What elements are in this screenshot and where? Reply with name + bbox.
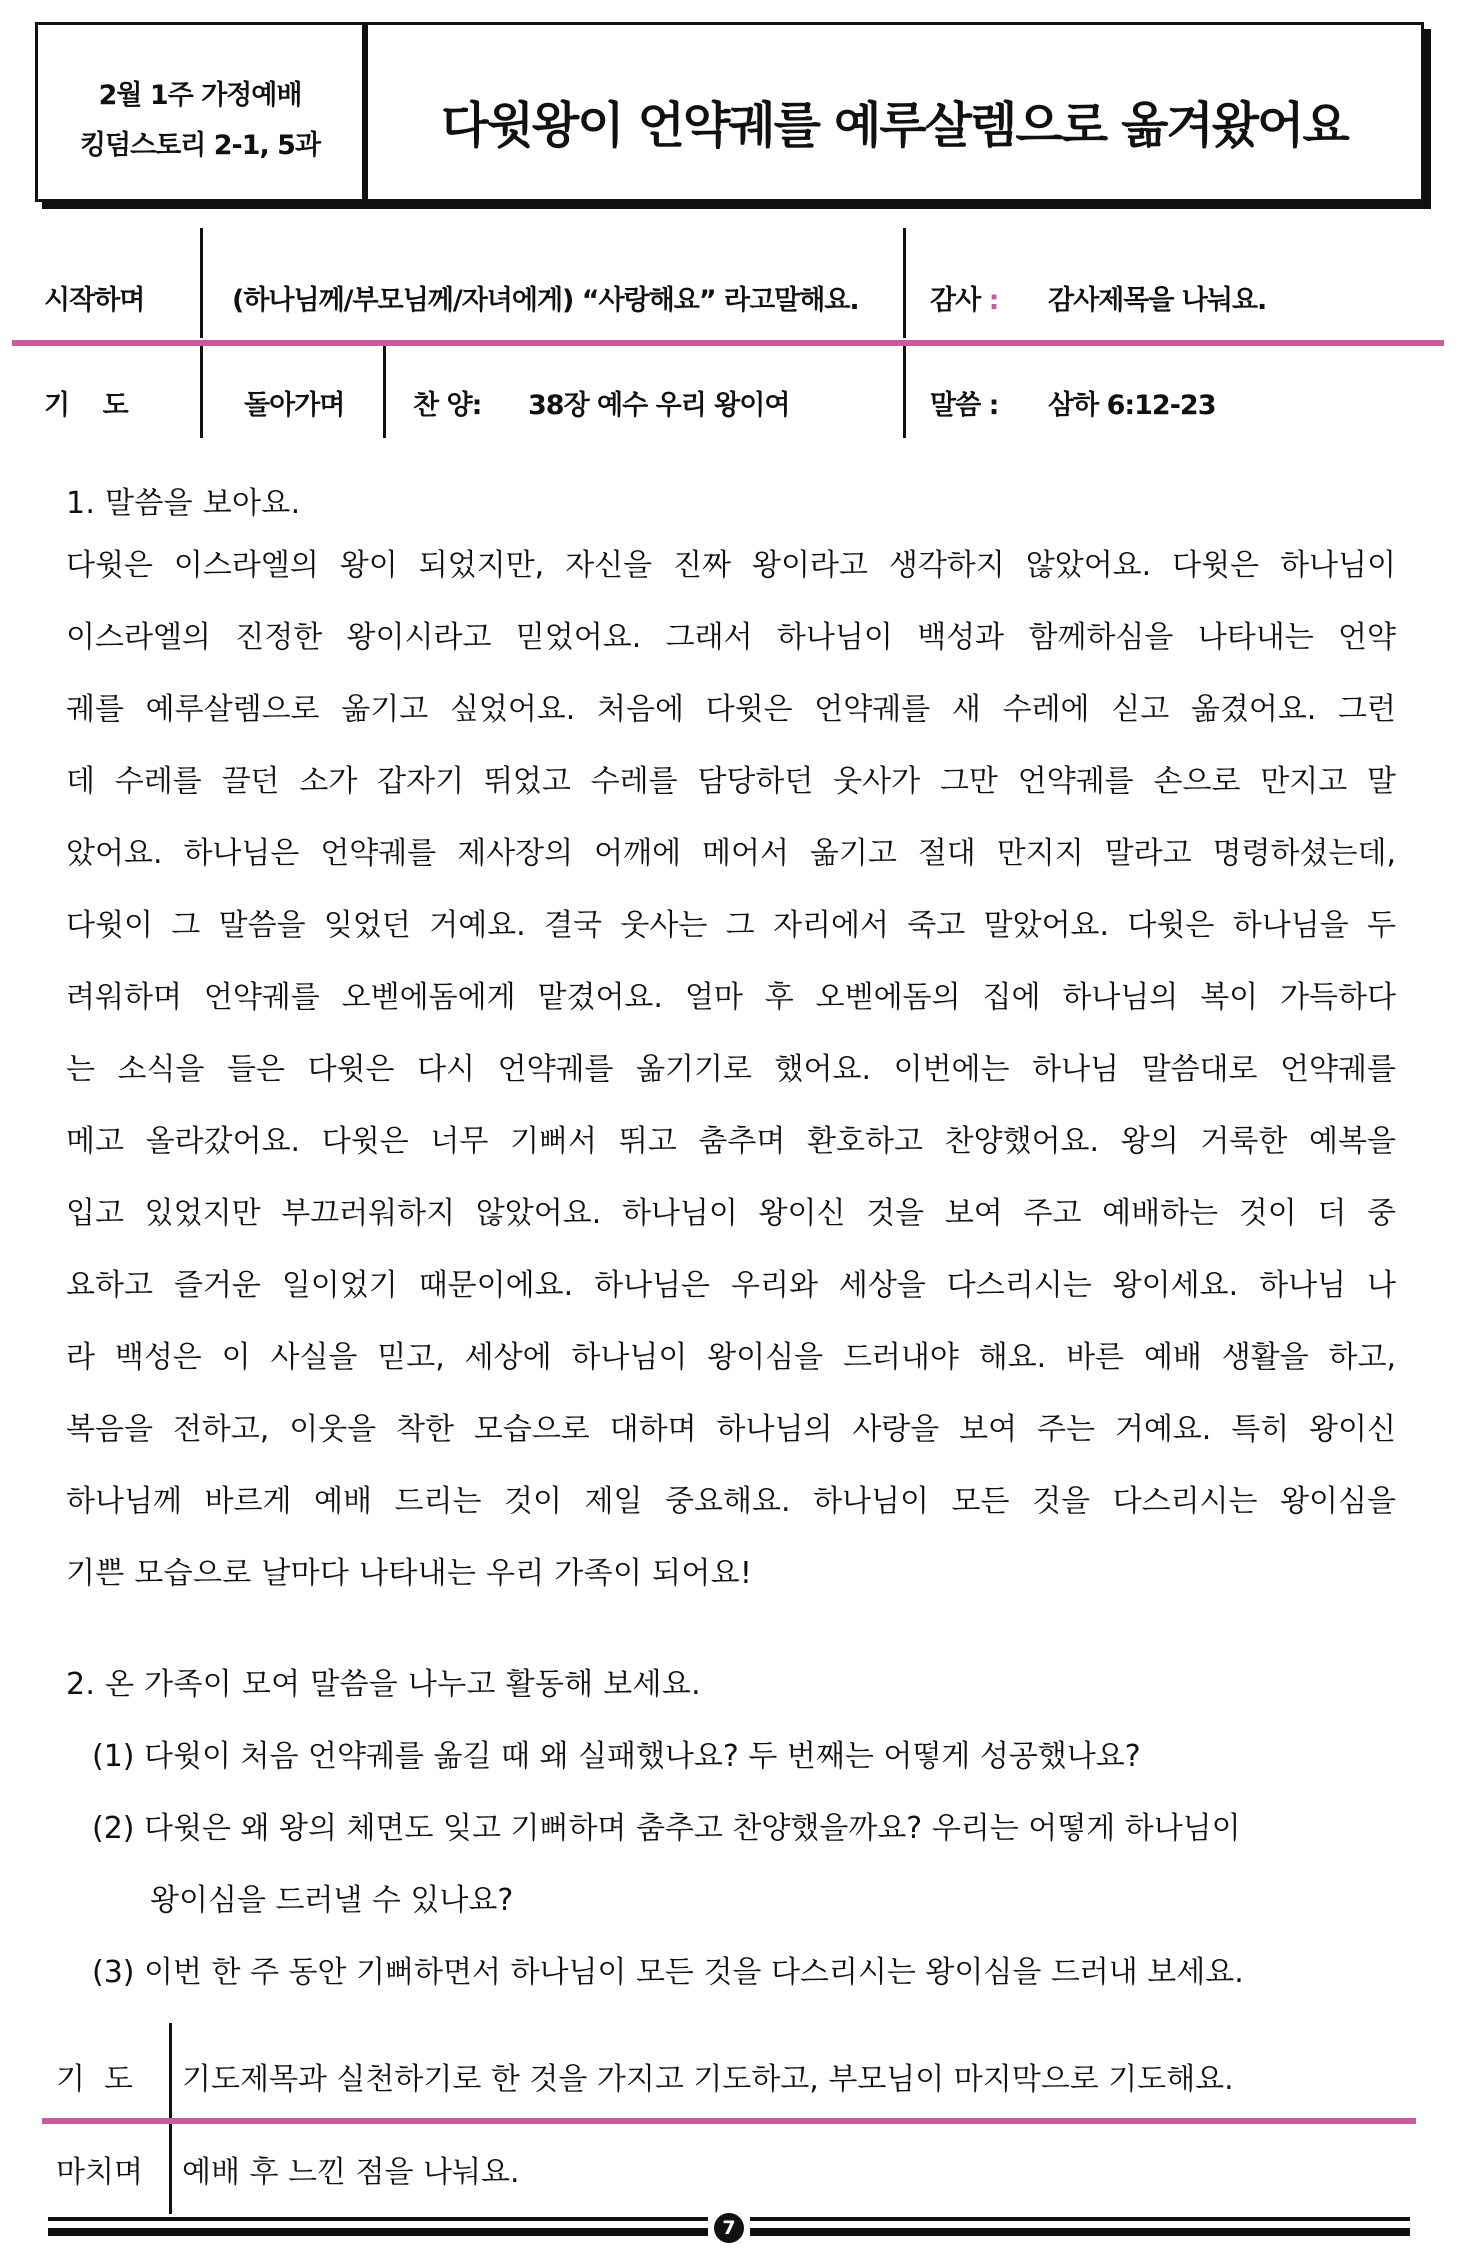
paragraph-line: 복음을 전하고, 이웃을 착한 모습으로 대하며 하나님의 사랑을 보여 주는 거예요. 특히 왕이신 [66,1412,1396,1447]
thanks-label: 감사 : [930,285,999,316]
thanks-colon: : [988,285,999,316]
footer-divider [169,2124,172,2214]
paragraph-line: 다윗은 이스라엘의 왕이 되었지만, 자신을 진짜 왕이라고 생각하지 않았어요. 다윗은 하나님이 [66,548,1396,583]
paragraph-line-last: 기쁜 모습으로 날마다 나타내는 우리 가족이 되어요! [66,1556,753,1591]
thanks-text: 감사제목을 나눠요. [1048,285,1267,316]
paragraph-line: 궤를 예루살렘으로 옮기고 싶었어요. 처음에 다윗은 언약궤를 새 수레에 싣고 옮겼어요. 그런 [66,692,1396,727]
word-label: 말씀 : [930,390,999,421]
lesson-info-box [35,22,365,202]
question-1: (1) 다윗이 처음 언약궤를 옮길 때 왜 실패했나요? 두 번째는 어떻게 성공했나요? [92,1739,1141,1774]
paragraph-line: 하나님께 바르게 예배 드리는 것이 제일 중요해요. 하나님이 모든 것을 다스리시는 왕이심을 [66,1484,1396,1519]
start-text: (하나님께/부모님께/자녀에게) “사랑해요” 라고말해요. [232,285,859,316]
hymn-label: 찬 양: [413,390,482,421]
prayer-text: 돌아가며 [244,390,345,421]
title-box [365,22,1424,202]
paragraph-line: 입고 있었지만 부끄러워하지 않았어요. 하나님이 왕이신 것을 보여 주고 예배하는 것이 더 중 [66,1196,1396,1231]
grid-divider [200,228,203,338]
grid-divider [200,346,203,438]
question-3: (3) 이번 한 주 동안 기뻐하면서 하나님이 모든 것을 다스리시는 왕이심을 드러내 보세요. [92,1955,1244,1990]
footer-prayer-label: 기 도 [56,2062,134,2097]
paragraph-line: 이스라엘의 진정한 왕이시라고 믿었어요. 그래서 하나님이 백성과 함께하심을 나타내는 언약 [66,620,1396,655]
paragraph-line: 데 수레를 끌던 소가 갑자기 뛰었고 수레를 담당하던 웃사가 그만 언약궤를 손으로 만지고 말 [66,764,1396,799]
question-2-continued: 왕이심을 드러낼 수 있나요? [150,1883,514,1918]
paragraph-line: 았어요. 하나님은 언약궤를 제사장의 어깨에 메어서 옮기고 절대 만지지 말라고 명령하셨는데, [66,836,1396,871]
paragraph-line: 라 백성은 이 사실을 믿고, 세상에 하나님이 왕이심을 드러내야 해요. 바른 예배 생활을 하고, [66,1340,1396,1375]
paragraph-line: 요하고 즐거운 일이었기 때문이에요. 하나님은 우리와 세상을 다스리시는 왕이세요. 하나님 나 [66,1268,1396,1303]
paragraph-line: 메고 올라갔어요. 다윗은 너무 기뻐서 뛰고 춤추며 환호하고 찬양했어요. 왕의 거룩한 예복을 [66,1124,1396,1159]
paragraph-line: 려워하며 언약궤를 오벧에돔에게 맡겼어요. 얼마 후 오벧에돔의 집에 하나님의 복이 가득하다 [66,980,1396,1015]
paragraph-line: 는 소식을 들은 다윗은 다시 언약궤를 옮기기로 했어요. 이번에는 하나님 말씀대로 언약궤를 [66,1052,1396,1087]
bottom-rule [750,2228,1410,2236]
page-number: 7 [714,2213,744,2243]
grid-divider [383,346,386,438]
paragraph-line: 다윗이 그 말씀을 잊었던 거예요. 결국 웃사는 그 자리에서 죽고 말았어요. 다윗은 하나님을 두 [66,908,1396,943]
footer-divider [169,2023,172,2118]
bottom-rule [48,2217,708,2221]
lesson-week: 2월 1주 가정예배 [98,80,302,111]
section1-heading: 1. 말씀을 보아요. [66,486,301,521]
closing-label: 마치며 [56,2155,143,2190]
footer-separator [42,2118,1416,2124]
section2-heading: 2. 온 가족이 모여 말씀을 나누고 활동해 보세요. [66,1667,701,1702]
start-label: 시작하며 [44,285,145,316]
info-separator [12,340,1444,346]
lesson-series: 킹덤스토리 2-1, 5과 [79,130,321,161]
page-title: 다윗왕이 언약궤를 예루살렘으로 옮겨왔어요 [441,97,1348,154]
grid-divider [903,228,906,338]
grid-divider [903,346,906,438]
word-text: 삼하 6:12-23 [1048,390,1216,421]
bottom-rule [750,2217,1410,2221]
bottom-rule [48,2228,708,2236]
question-2: (2) 다윗은 왜 왕의 체면도 잊고 기뻐하며 춤추고 찬양했을까요? 우리는 어떻게 하나님이 [92,1811,1241,1846]
closing-text: 예배 후 느낀 점을 나눠요. [182,2155,520,2190]
hymn-text: 38장 예수 우리 왕이여 [528,390,790,421]
footer-prayer-text: 기도제목과 실천하기로 한 것을 가지고 기도하고, 부모님이 마지막으로 기도해요. [182,2062,1234,2097]
prayer-label: 기 도 [44,390,128,421]
